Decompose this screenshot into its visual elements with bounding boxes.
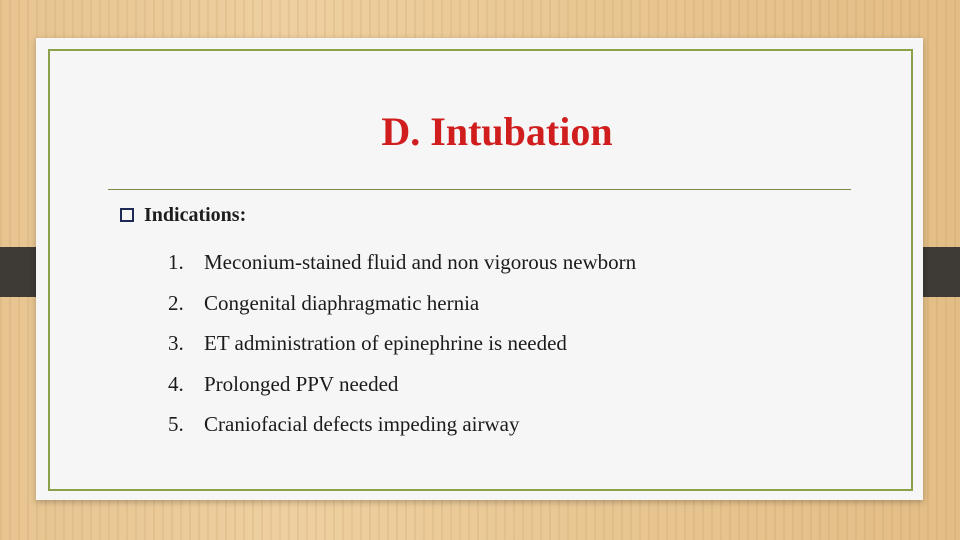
list-item — [168, 288, 636, 329]
list-item-number: 4. — [168, 371, 184, 396]
list-item-text: Craniofacial defects impeding airway — [204, 412, 520, 436]
list-item-text: ET administration of epinephrine is needed — [204, 331, 567, 355]
list-item — [168, 369, 636, 410]
indications-list — [168, 247, 636, 450]
slide-title: D. Intubation — [381, 109, 613, 154]
list-item-number: 5. — [168, 412, 184, 436]
list-item-number: 2. — [168, 290, 184, 315]
list-item — [168, 247, 636, 288]
list-item-text: Meconium-stained fluid and non vigorous newborn — [204, 250, 637, 274]
hollow-square-bullet-icon — [120, 208, 134, 222]
indications-heading — [120, 204, 246, 227]
list-item-text: Congenital diaphragmatic hernia — [204, 290, 480, 315]
list-item-number: 3. — [168, 331, 184, 355]
slide-card — [36, 38, 923, 500]
list-item — [168, 328, 636, 369]
list-item-number: 1. — [168, 250, 184, 274]
list-item — [168, 409, 636, 450]
title-divider — [108, 189, 851, 190]
list-item-text: Prolonged PPV needed — [204, 371, 399, 396]
indications-heading-text: Indications: — [144, 204, 247, 226]
